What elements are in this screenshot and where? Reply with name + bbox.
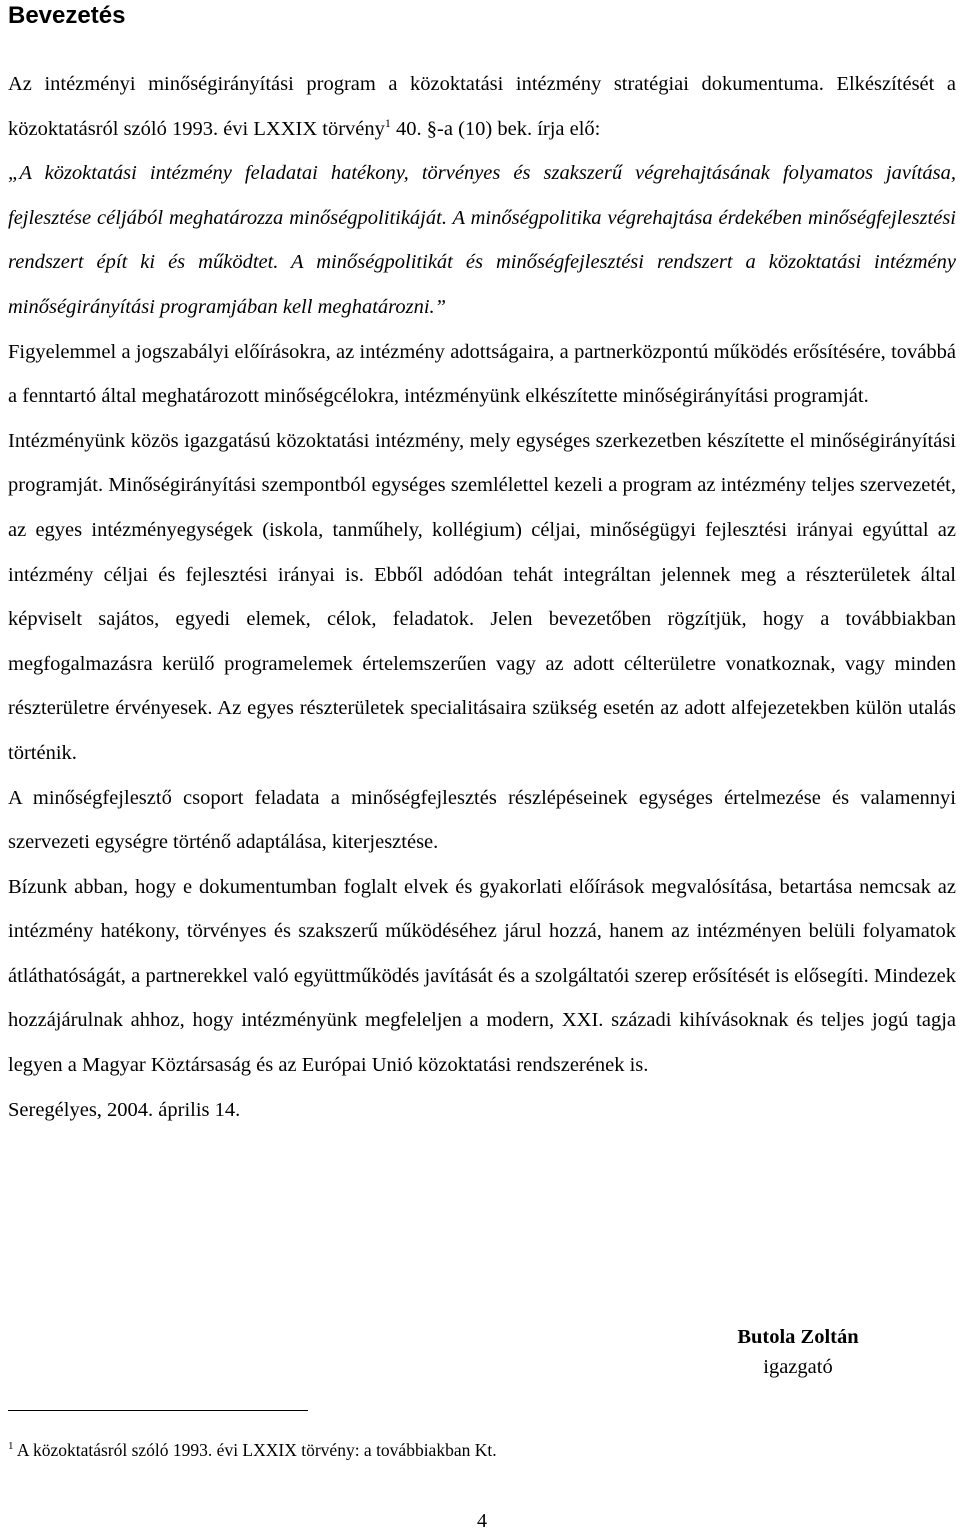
paragraph: Bízunk abban, hogy e dokumentumban foglalt elvek és gyakorlati előírások megvalósítása, betartása nemcsak az intézmény hatékony, törvényes és szakszerű működéséhez járul hozzá, hanem az intézményen belüli folyamatok átláthatóságát, a partnerekkel való együttműködés javítását és a szolgáltatói szerep erősítését is elősegíti. Mindezek hozzájárulnak ahhoz, hogy intézményünk megfeleljen a modern, XXI. századi kihívásoknak és teljes jogú tagja legyen a Magyar Köztársaság és az Európai Unió közoktatási rendszerének is. [8, 875, 956, 1077]
paragraph: Figyelemmel a jogszabályi előírásokra, az intézmény adottságaira, a partnerközpontú működés erősítésére, továbbá a fenntartó által meghatározott minőségcélokra, intézményünk elkészítette minőségirányítási programját. [8, 340, 956, 408]
signature-block [698, 1322, 898, 1382]
footnote-mark: 1 [8, 1440, 14, 1453]
law-quote: „A közoktatási intézmény feladatai hatékony, törvényes és szakszerű végrehajtásának folyamatos javítása, fejlesztése céljából meghatározza minőségpolitikáját. A minőségpolitika végrehajtása érdekében minőségfejlesztési rendszert épít ki és működtet. A minőségpolitikát és minőségfejlesztési rendszert a közoktatási intézmény minőségirányítási programjában kell meghatározni.” [8, 162, 956, 318]
footnote-reference: 1 [384, 115, 391, 130]
paragraph: A minőségfejlesztő csoport feladata a minőségfejlesztés részlépéseinek egységes értelmezése és valamennyi szervezeti egységre történő adaptálása, kiterjesztése. [8, 786, 956, 854]
section-heading: Bevezetés [8, 2, 126, 29]
paragraph: Intézményünk közös igazgatású közoktatási intézmény, mely egységes szerkezetben készítette el minőségirányítási programját. Minőségirányítási szempontból egységes szemlélettel kezeli a program az intézmény teljes szervezetét, az egyes intézményegységek (iskola, tanműhely, kollégium) céljai, minőségügyi fejlesztési irányai egyúttal az intézmény céljai és fejlesztési irányai is. Ebből adódóan tehát integráltan jelennek meg a részterületek által képviselt sajátos, egyedi elemek, célok, feladatok. Jelen bevezetőben rögzítjük, hogy a továbbiakban megfogalmazásra kerülő programelemek értelemszerűen vagy az adott célterületre vonatkoznak, vagy minden részterületre érvényesek. Az egyes részterületek specialitásaira szükség esetén az adott alfejezetekben külön utalás történik. [8, 429, 956, 764]
intro-paragraph [8, 62, 956, 330]
footnote [8, 1440, 497, 1461]
intro-text: Az intézményi minőségirányítási program a közoktatási intézmény stratégiai dokumentuma. Elkészítését a közoktatásról szóló 1993. évi LXXIX törvény [8, 73, 956, 140]
footnote-divider [8, 1410, 308, 1411]
footnote-text: A közoktatásról szóló 1993. évi LXXIX törvény: a továbbiakban Kt. [13, 1440, 497, 1460]
signatory-title: igazgató [763, 1356, 833, 1378]
intro-text-continued: 40. §-a (10) bek. írja elő: [390, 117, 601, 140]
document-body [8, 62, 956, 1132]
place-and-date: Seregélyes, 2004. április 14. [8, 1098, 241, 1121]
page-number: 4 [477, 1510, 487, 1532]
signatory-name: Butola Zoltán [737, 1326, 859, 1348]
